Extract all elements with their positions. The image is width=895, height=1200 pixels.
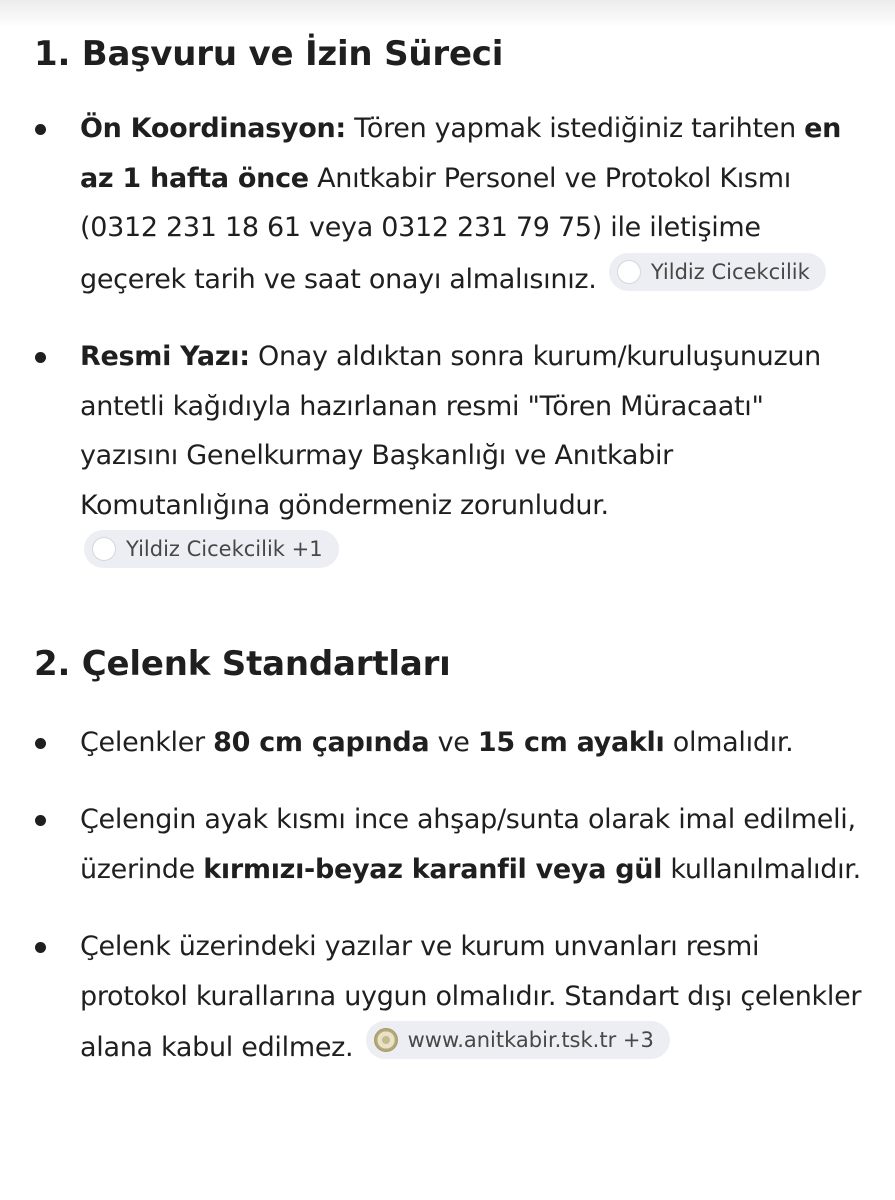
bullet-icon [35,942,46,953]
item-bold-text: en az 1 hafta önce [80,113,842,194]
section-heading-basvuru: 1. Başvuru ve İzin Süreci [34,34,504,74]
item-bold-text: kırmızı-beyaz karanfil veya gül [203,853,663,885]
list-item-olcu [34,718,865,768]
bullet-list-celenk [34,718,865,1073]
seal-icon [374,1028,398,1052]
item-text: Çelenkler [80,726,214,758]
item-label: Ön Koordinasyon: [80,113,346,144]
item-label: Resmi Yazı: [80,341,250,372]
item-text: Çelenk üzerindeki yazılar ve kurum unvanları resmi protokol kurallarına uygun olmalıdır. Standart dışı çelenkler alana kabul edilmez. [80,931,862,1063]
favicon-icon [92,537,116,561]
item-bold-text: 80 cm çapında [213,726,430,758]
source-chip-label: Yildiz Cicekcilik +1 [126,537,323,561]
list-item-on-koordinasyon [34,104,865,304]
item-text: Tören yapmak istediğiniz tarihten [345,113,805,144]
bullet-icon [35,352,46,363]
item-text: Anıtkabir Personel ve Protokol Kısmı (0312 231 18 61 veya 0312 231 79 75) ile iletişime geçerek tarih ve saat onayı almalısınız. [80,162,791,295]
list-item-yazilar [34,922,865,1073]
item-text: kullanılmalıdır. [662,853,861,885]
bullet-icon [35,815,46,826]
source-chip[interactable] [609,253,826,291]
item-text: ve [429,726,478,758]
item-text: Onay aldıktan sonra kurum/kuruluşunuzun antetli kağıdıyla hazırlanan resmi "Tören Müracaatı" yazısını Genelkurmay Başkanlığı ve Anıtkabir Komutanlığına göndermeniz zorunludur. [80,341,821,521]
section-heading-celenk: 2. Çelenk Standartları [34,643,451,684]
item-bold-text: 15 cm ayaklı [477,726,665,758]
source-chip[interactable] [84,530,339,568]
source-chip[interactable] [366,1021,670,1059]
list-item-resmi-yazi [34,332,865,582]
item-text: olmalıdır. [664,726,794,758]
bullet-list-basvuru [34,104,865,582]
bullet-icon [35,738,46,749]
bullet-icon [35,124,46,135]
item-text: Çelengin ayak kısmı ince ahşap/sunta olarak imal edilmeli, üzerinde [80,804,856,885]
source-chip-label: www.anitkabir.tsk.tr +3 [407,1028,654,1052]
list-item-ayak [34,795,865,894]
favicon-icon [617,260,641,284]
source-chip-label: Yildiz Cicekcilik [650,259,810,284]
